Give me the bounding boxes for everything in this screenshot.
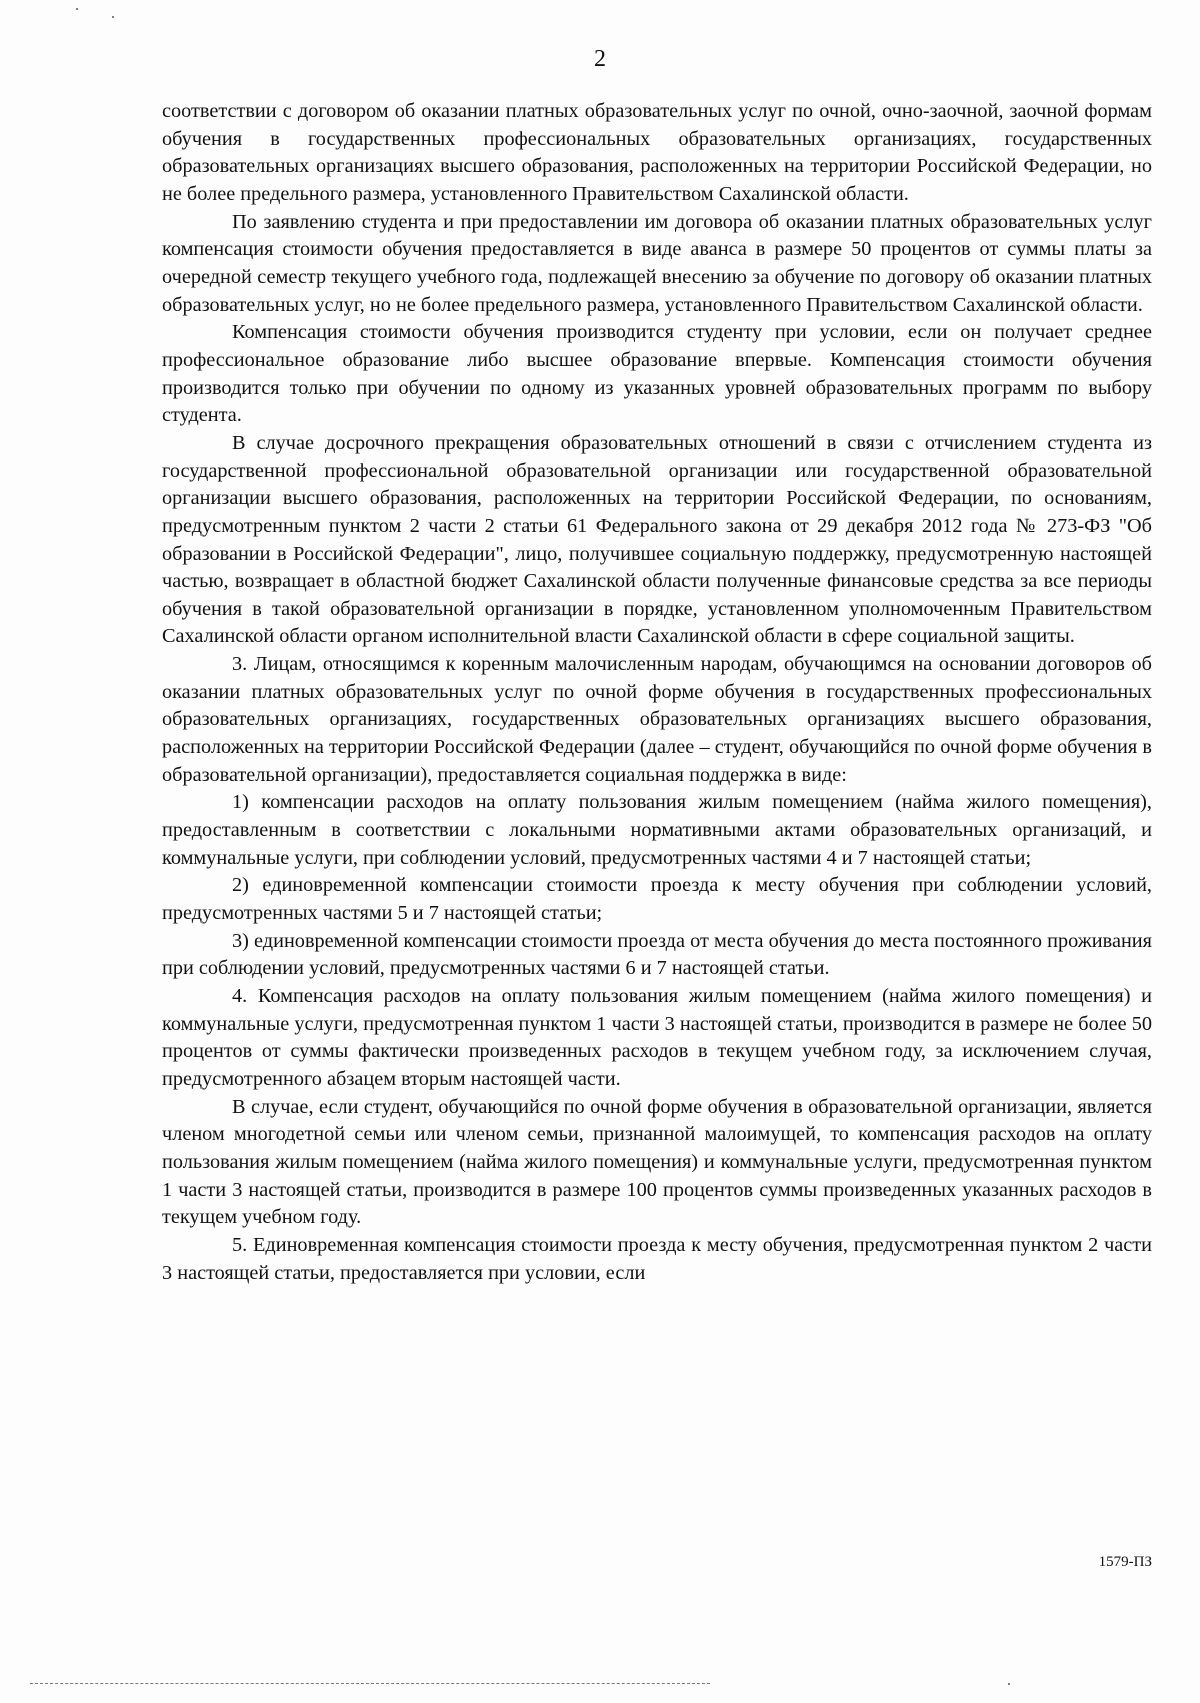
paragraph-part-5: 5. Единовременная компенсация стоимости проезда к месту обучения, предусмотренная пунктом 2 части 3 настоящей статьи, предоставляется при условии, если: [162, 1233, 1152, 1284]
list-item-2: 2) единовременной компенсации стоимости проезда к месту обучения при соблюдении условий, предусмотренных частями 5 и 7 настоящей статьи;: [162, 874, 1152, 925]
paragraph-part-3: 3. Лицам, относящимся к коренным малочисленным народам, обучающимся на основании договоров об оказании платных образовательных услуг по очной форме обучения в государственных профессиональных образовательных организациях, государственных образовательных организациях высшего образования, расположенных на территории Российской Федерации (далее – студент, обучающийся по очной форме обучения в образовательной организации), предоставляется социальная поддержка в виде:: [162, 653, 1152, 786]
paragraph-first-education: Компенсация стоимости обучения производится студенту при условии, если он получает среднее профессиональное образование либо высшее образование впервые. Компенсация стоимости обучения производится только при обучении по одному из указанных уровней образовательных программ по выбору студента.: [162, 321, 1152, 427]
scan-speck: [76, 8, 78, 10]
document-body: [162, 98, 1152, 1287]
scan-edge-line: [30, 1683, 710, 1684]
paragraph-continuation: соответствии с договором об оказании платных образовательных услуг по очной, очно-заочной, заочной формам обучения в государственных профессиональных образовательных организациях, государственных образовательных организациях высшего образования, расположенных на территории Российской Федерации, но не более предельного размера, установленного Правительством Сахалинской области.: [162, 100, 1152, 205]
scan-speck: [112, 16, 114, 18]
list-item-1: 1) компенсации расходов на оплату пользования жилым помещением (найма жилого помещения), предоставленным в соответствии с локальными нормативными актами образовательных организаций, и коммунальные услуги, при соблюдении условий, предусмотренных частями 4 и 7 настоящей статьи;: [162, 791, 1152, 869]
paragraph-advance-payment: По заявлению студента и при предоставлении им договора об оказании платных образовательных услуг компенсация стоимости обучения предоставляется в виде аванса в размере 50 процентов от суммы платы за очередной семестр текущего учебного года, подлежащей внесению за обучение по договору об оказании платных образовательных услуг, но не более предельного размера, установленного Правительством Сахалинской области.: [162, 210, 1152, 316]
paragraph-large-family: В случае, если студент, обучающийся по очной форме обучения в образовательной организации, является членом многодетной семьи или членом семьи, признанной малоимущей, то компенсация расходов на оплату пользования жилым помещением (найма жилого помещения) и коммунальные услуги, предусмотренная пунктом 1 части 3 настоящей статьи, производится в размере 100 процентов суммы произведенных указанных расходов в текущем учебном году.: [162, 1095, 1152, 1229]
list-item-3: 3) единовременной компенсации стоимости проезда от места обучения до места постоянного проживания при соблюдении условий, предусмотренных частями 6 и 7 настоящей статьи.: [162, 929, 1152, 980]
paragraph-early-termination: В случае досрочного прекращения образовательных отношений в связи с отчислением студента из государственной профессиональной образовательной организации или государственной образовательной организации высшего образования, расположенных на территории Российской Федерации, по основаниям, предусмотренным пунктом 2 части 2 статьи 61 Федерального закона от 29 декабря 2012 года № 273-ФЗ "Об образовании в Российской Федерации", лицо, получившее социальную поддержку, предусмотренную настоящей частью, возвращает в областной бюджет Сахалинской области полученные финансовые средства за все периоды обучения в такой образовательной организации в порядке, установленном уполномоченным Правительством Сахалинской области органом исполнительной власти Сахалинской области в сфере социальной защиты.: [162, 431, 1152, 648]
scan-speck: [1008, 1683, 1010, 1685]
paragraph-part-4: 4. Компенсация расходов на оплату пользования жилым помещением (найма жилого помещения) и коммунальные услуги, предусмотренная пунктом 1 части 3 настоящей статьи, производится в размере не более 50 процентов от суммы фактически произведенных расходов в текущем учебном году, за исключением случая, предусмотренного абзацем вторым настоящей части.: [162, 985, 1152, 1090]
document-code: 1579-ПЗ: [1098, 1554, 1152, 1570]
page-number: 2: [594, 46, 606, 72]
